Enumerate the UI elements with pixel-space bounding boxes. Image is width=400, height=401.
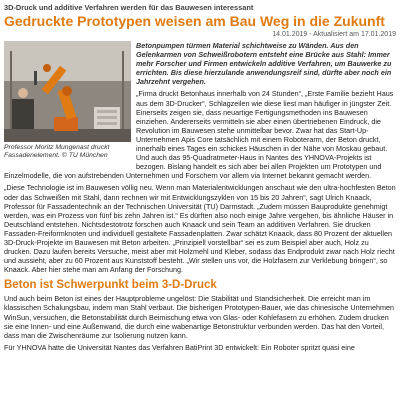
- paragraph-4: Für YHNOVA hatte die Universität Nantes das Verfahren BatiPrint 3D entwickelt: Ein Roboter spritzt quasi eine: [4, 342, 355, 352]
- article-headline[interactable]: Gedruckte Prototypen weisen am Bau Weg in die Zukunft: [4, 13, 385, 29]
- article-photo[interactable]: [4, 41, 131, 142]
- paragraph-1: „Firma druckt Betonhaus innerhalb von 24 Stunden“, „Erste Familie bezieht Haus aus dem 3D-Drucker“, Schlagzeilen wie diese liest man häufiger in jüngster Zeit. Einerseits zeigen sie, dass neuartige Fertigungsmethoden ins Bauwesen einziehen. Andererseits vermitteln sie aber einen übertriebenen Eindruck, die Revolution im Bauwesen stehe unmittelbar bevor. Zwar hat das Start-Up-Unternehmen Apis Core tatsächlich mit einem Roboterarm, der Beton druckt, innerhalb eines Tages ein schickes Häuschen in der Nähe von Moskau gebaut. Und auch das 95-Quadratmeter-Haus in Nantes des YHNOVA-Projekts ist bezogen. Bislang handelt es sich aber bei allen Projekten um Prototypen und Einzelmodelle, die von aufstrebenden Unternehmen und Forschern vor allem via Internet bekannt gemacht werden.: [4, 89, 394, 181]
- article-kicker: 3D-Druck und additive Verfahren werden für das Bauwesen interessant: [4, 3, 254, 12]
- section-heading: Beton ist Schwerpunkt beim 3-D-Druck: [4, 279, 217, 292]
- paragraph-3: Und auch beim Beton ist eines der Hauptprobleme ungelöst: Die Stabilität und Standsicherheit. Die erreicht man im klassischen Schalungsbau, indem man Stahl verbaut. Die bisherigen Prototypen-Bauer, wie das chinesische Unternehmen WinSun, versuchen, die Betonstabilität durch Beimischung etwa von Glas- oder Kohlefasern zu erhöhen. Zudem drucken sie eine Innen- und eine Außenwand, die durch eine wabenartige Betonstruktur verbunden werden. Das hat den Vorteil, dass man die Zwischenräume zur Isolierung nutzen kann.: [4, 294, 394, 340]
- article-lead: Betonpumpen türmen Material schichtweise zu Wänden. Aus den Gelenkarmen von Schweißrobotern entsteht eine Brücke aus Stahl: Immer mehr Forscher und Firmen entwickeln additive Verfahren, um Bauwerke zu errichten. Bis diese hierzulande anwendungsreif sind, dürfte aber noch ein Jahrzehnt vergehen.: [136, 41, 392, 87]
- robot-photo-illustration: [4, 41, 131, 142]
- paragraph-2: „Diese Technologie ist im Bauwesen völlig neu. Wenn man Materialentwicklungen anschaut wie den ultra-hochfesten Beton oder das Schweißen mit Stahl, dann rechnen wir mit Entwicklungszyklen von 15 bis 20 Jahren“, sagt Ulrich Knaack, Professor für Fassadentechnik an der Technischen Universität (TU) Darmstadt. „Zudem müssen Bauprodukte genehmigt werden, was ein Prozess von fünf bis zehn Jahren ist.“ Es dürften also noch einige Jahre vergehen, bis ähnliche Häuser in Deutschland entstehen. Nichtsdestotrotz forschen auch Knaack und sein Team an additiven Verfahren. Sie drucken Fassaden-Freiformknoten und individuell gestaltete Fassadenplatten. Zwar schätzt Knaack, dass 80 Prozent der aktuellen 3D-Druck-Projekte im Bauwesen mit Beton arbeiten. „Prinzipiell vorstellbar“ sei es zum Beispiel aber auch, Holz zu drucken. Dazu laufen bereits Versuche, meist aber mit Holzmehl und Kleber, sodass das Endprodukt zwar nach Holz riecht und aussieht, aber zu 60 Prozent aus Kunststoff besteht. „Wir stellen uns vor, die Holzfasern zur Verklebung bringen“, so Knaack. Aber hier stehe man am Anfang der Forschung.: [4, 183, 396, 275]
- article-figure: [4, 41, 131, 161]
- image-caption: Professor Moritz Mungenast druckt Fassadenelement. © TU München: [4, 144, 110, 160]
- article-dateline: 14.01.2019 - Aktualisiert am 17.01.2019: [272, 31, 396, 38]
